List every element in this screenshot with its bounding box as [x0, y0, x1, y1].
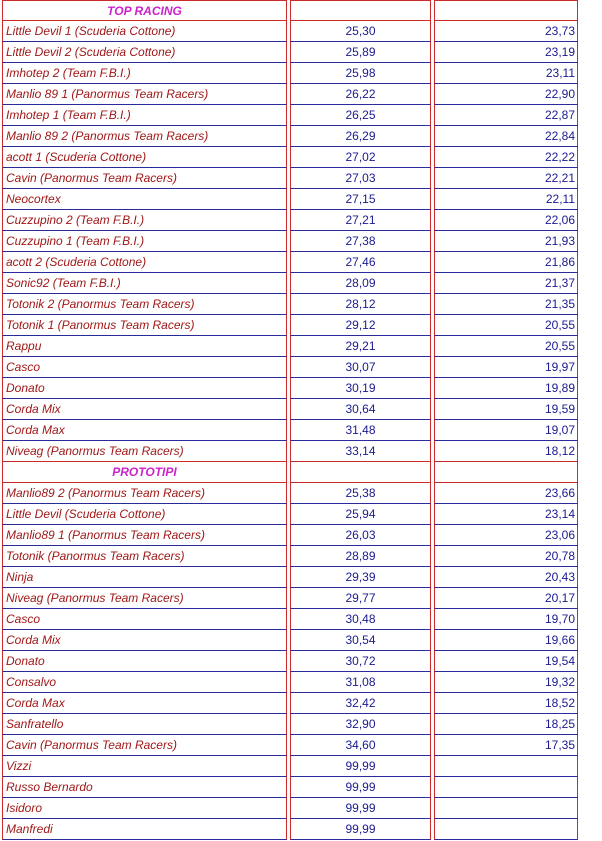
table-row: [0, 315, 602, 336]
table-row: [0, 567, 602, 588]
speed-cell[interactable]: 19,07: [434, 420, 578, 441]
table-row: [0, 105, 602, 126]
table-row: [0, 441, 602, 462]
speed-cell[interactable]: 22,90: [434, 84, 578, 105]
speed-cell[interactable]: 23,73: [434, 21, 578, 42]
racer-name-cell[interactable]: Ninja: [2, 567, 287, 588]
speed-cell[interactable]: 22,84: [434, 126, 578, 147]
table-row: [0, 210, 602, 231]
time-cell[interactable]: 27,38: [290, 231, 431, 252]
time-cell[interactable]: 25,30: [290, 21, 431, 42]
table-row: [0, 525, 602, 546]
time-cell[interactable]: 29,77: [290, 588, 431, 609]
speed-cell[interactable]: 20,55: [434, 315, 578, 336]
table-row: [0, 483, 602, 504]
time-cell[interactable]: 29,39: [290, 567, 431, 588]
speed-cell[interactable]: 19,66: [434, 630, 578, 651]
racer-name-cell[interactable]: Manlio89 2 (Panormus Team Racers): [2, 483, 287, 504]
racer-name-cell[interactable]: Cuzzupino 2 (Team F.B.I.): [2, 210, 287, 231]
racer-name-cell[interactable]: Cuzzupino 1 (Team F.B.I.): [2, 231, 287, 252]
table-row: [0, 546, 602, 567]
speed-cell[interactable]: [434, 777, 578, 798]
racer-name-cell[interactable]: Russo Bernardo: [2, 777, 287, 798]
speed-cell[interactable]: 22,87: [434, 105, 578, 126]
table-row: [0, 798, 602, 819]
speed-cell[interactable]: 20,17: [434, 588, 578, 609]
speed-cell[interactable]: 18,52: [434, 693, 578, 714]
racer-name-cell[interactable]: Cavin (Panormus Team Racers): [2, 735, 287, 756]
time-cell[interactable]: 30,19: [290, 378, 431, 399]
racer-name-cell[interactable]: Corda Max: [2, 693, 287, 714]
table-row: [0, 189, 602, 210]
table-row: [0, 693, 602, 714]
racer-name-cell[interactable]: Corda Max: [2, 420, 287, 441]
speed-cell[interactable]: 20,43: [434, 567, 578, 588]
racer-name-cell[interactable]: Rappu: [2, 336, 287, 357]
table-row: [0, 168, 602, 189]
speed-cell[interactable]: 23,06: [434, 525, 578, 546]
speed-cell[interactable]: 21,86: [434, 252, 578, 273]
racer-name-cell[interactable]: Imhotep 2 (Team F.B.I.): [2, 63, 287, 84]
time-cell[interactable]: 32,42: [290, 693, 431, 714]
racer-name-cell[interactable]: Cavin (Panormus Team Racers): [2, 168, 287, 189]
speed-cell[interactable]: 19,70: [434, 609, 578, 630]
speed-cell[interactable]: 23,14: [434, 504, 578, 525]
time-cell[interactable]: 27,21: [290, 210, 431, 231]
speed-cell[interactable]: 19,89: [434, 378, 578, 399]
time-cell[interactable]: 25,89: [290, 42, 431, 63]
speed-cell[interactable]: 22,11: [434, 189, 578, 210]
time-cell[interactable]: 26,29: [290, 126, 431, 147]
section-title[interactable]: PROTOTIPI: [2, 462, 287, 483]
time-cell[interactable]: 30,64: [290, 399, 431, 420]
time-cell[interactable]: 26,03: [290, 525, 431, 546]
speed-cell[interactable]: [434, 819, 578, 840]
time-cell[interactable]: 31,48: [290, 420, 431, 441]
speed-cell[interactable]: 19,59: [434, 399, 578, 420]
speed-cell[interactable]: 22,22: [434, 147, 578, 168]
speed-cell[interactable]: [434, 756, 578, 777]
racer-name-cell[interactable]: acott 1 (Scuderia Cottone): [2, 147, 287, 168]
speed-cell[interactable]: [434, 798, 578, 819]
racer-name-cell[interactable]: Niveag (Panormus Team Racers): [2, 588, 287, 609]
time-cell[interactable]: 25,98: [290, 63, 431, 84]
speed-cell[interactable]: 20,55: [434, 336, 578, 357]
racer-name-cell[interactable]: Totonik (Panormus Team Racers): [2, 546, 287, 567]
racer-name-cell[interactable]: Manfredi: [2, 819, 287, 840]
speed-cell[interactable]: 20,78: [434, 546, 578, 567]
speed-cell[interactable]: 23,19: [434, 42, 578, 63]
racer-name-cell[interactable]: Little Devil 1 (Scuderia Cottone): [2, 21, 287, 42]
table-row: [0, 588, 602, 609]
speed-cell[interactable]: 22,06: [434, 210, 578, 231]
time-cell[interactable]: 29,21: [290, 336, 431, 357]
table-row: [0, 21, 602, 42]
racer-name-cell[interactable]: Neocortex: [2, 189, 287, 210]
table-row: [0, 147, 602, 168]
section-header-row: [0, 462, 602, 483]
table-row: [0, 756, 602, 777]
racer-name-cell[interactable]: Casco: [2, 357, 287, 378]
time-cell[interactable]: 31,08: [290, 672, 431, 693]
speed-cell[interactable]: 19,97: [434, 357, 578, 378]
table-row: [0, 252, 602, 273]
racer-name-cell[interactable]: Little Devil (Scuderia Cottone): [2, 504, 287, 525]
racer-name-cell[interactable]: Little Devil 2 (Scuderia Cottone): [2, 42, 287, 63]
table-row: [0, 336, 602, 357]
table-row: [0, 84, 602, 105]
time-cell[interactable]: 27,03: [290, 168, 431, 189]
racer-name-cell[interactable]: Corda Mix: [2, 399, 287, 420]
racer-name-cell[interactable]: Isidoro: [2, 798, 287, 819]
racer-name-cell[interactable]: Totonik 1 (Panormus Team Racers): [2, 315, 287, 336]
table-row: [0, 126, 602, 147]
racer-name-cell[interactable]: Casco: [2, 609, 287, 630]
speed-cell[interactable]: 22,21: [434, 168, 578, 189]
racer-name-cell[interactable]: Consalvo: [2, 672, 287, 693]
speed-cell[interactable]: 21,35: [434, 294, 578, 315]
time-cell[interactable]: 34,60: [290, 735, 431, 756]
racer-name-cell[interactable]: Sonic92 (Team F.B.I.): [2, 273, 287, 294]
speed-cell[interactable]: 17,35: [434, 735, 578, 756]
time-cell[interactable]: 30,54: [290, 630, 431, 651]
table-row: [0, 378, 602, 399]
time-cell[interactable]: 30,48: [290, 609, 431, 630]
table-row: [0, 777, 602, 798]
table-row: [0, 504, 602, 525]
table-row: [0, 399, 602, 420]
racer-name-cell[interactable]: Manlio 89 1 (Panormus Team Racers): [2, 84, 287, 105]
racer-name-cell[interactable]: Niveag (Panormus Team Racers): [2, 441, 287, 462]
table-row: [0, 735, 602, 756]
table-row: [0, 357, 602, 378]
section-header-row: [0, 0, 602, 21]
time-cell[interactable]: 30,72: [290, 651, 431, 672]
time-cell[interactable]: 99,99: [290, 756, 431, 777]
time-cell[interactable]: 27,02: [290, 147, 431, 168]
racer-name-cell[interactable]: Manlio89 1 (Panormus Team Racers): [2, 525, 287, 546]
racer-name-cell[interactable]: Imhotep 1 (Team F.B.I.): [2, 105, 287, 126]
time-cell[interactable]: 29,12: [290, 315, 431, 336]
speed-cell[interactable]: 21,37: [434, 273, 578, 294]
header-empty-cell[interactable]: [434, 462, 578, 483]
time-cell[interactable]: 28,89: [290, 546, 431, 567]
speed-cell[interactable]: 19,32: [434, 672, 578, 693]
table-row: [0, 420, 602, 441]
table-row: [0, 819, 602, 840]
racer-name-cell[interactable]: Donato: [2, 651, 287, 672]
racer-name-cell[interactable]: Manlio 89 2 (Panormus Team Racers): [2, 126, 287, 147]
table-row: [0, 651, 602, 672]
time-cell[interactable]: 33,14: [290, 441, 431, 462]
racer-name-cell[interactable]: Sanfratello: [2, 714, 287, 735]
time-cell[interactable]: 25,38: [290, 483, 431, 504]
time-cell[interactable]: 26,22: [290, 84, 431, 105]
time-cell[interactable]: 30,07: [290, 357, 431, 378]
table-row: [0, 273, 602, 294]
table-row: [0, 63, 602, 84]
header-empty-cell[interactable]: [434, 0, 578, 21]
time-cell[interactable]: 28,12: [290, 294, 431, 315]
speed-cell[interactable]: 18,25: [434, 714, 578, 735]
speed-cell[interactable]: 19,54: [434, 651, 578, 672]
table-row: [0, 231, 602, 252]
racer-name-cell[interactable]: Totonik 2 (Panormus Team Racers): [2, 294, 287, 315]
speed-cell[interactable]: 18,12: [434, 441, 578, 462]
time-cell[interactable]: 99,99: [290, 819, 431, 840]
time-cell[interactable]: 99,99: [290, 777, 431, 798]
table-row: [0, 294, 602, 315]
racer-name-cell[interactable]: Donato: [2, 378, 287, 399]
speed-cell[interactable]: 21,93: [434, 231, 578, 252]
time-cell[interactable]: 28,09: [290, 273, 431, 294]
racer-name-cell[interactable]: Corda Mix: [2, 630, 287, 651]
header-empty-cell[interactable]: [290, 462, 431, 483]
section-title[interactable]: TOP RACING: [2, 0, 287, 21]
time-cell[interactable]: 27,46: [290, 252, 431, 273]
time-cell[interactable]: 25,94: [290, 504, 431, 525]
time-cell[interactable]: 26,25: [290, 105, 431, 126]
racer-name-cell[interactable]: Vizzi: [2, 756, 287, 777]
table-row: [0, 42, 602, 63]
speed-cell[interactable]: 23,11: [434, 63, 578, 84]
time-cell[interactable]: 99,99: [290, 798, 431, 819]
table-row: [0, 714, 602, 735]
table-row: [0, 672, 602, 693]
time-cell[interactable]: 32,90: [290, 714, 431, 735]
header-empty-cell[interactable]: [290, 0, 431, 21]
table-row: [0, 609, 602, 630]
racer-name-cell[interactable]: acott 2 (Scuderia Cottone): [2, 252, 287, 273]
table-row: [0, 630, 602, 651]
time-cell[interactable]: 27,15: [290, 189, 431, 210]
speed-cell[interactable]: 23,66: [434, 483, 578, 504]
